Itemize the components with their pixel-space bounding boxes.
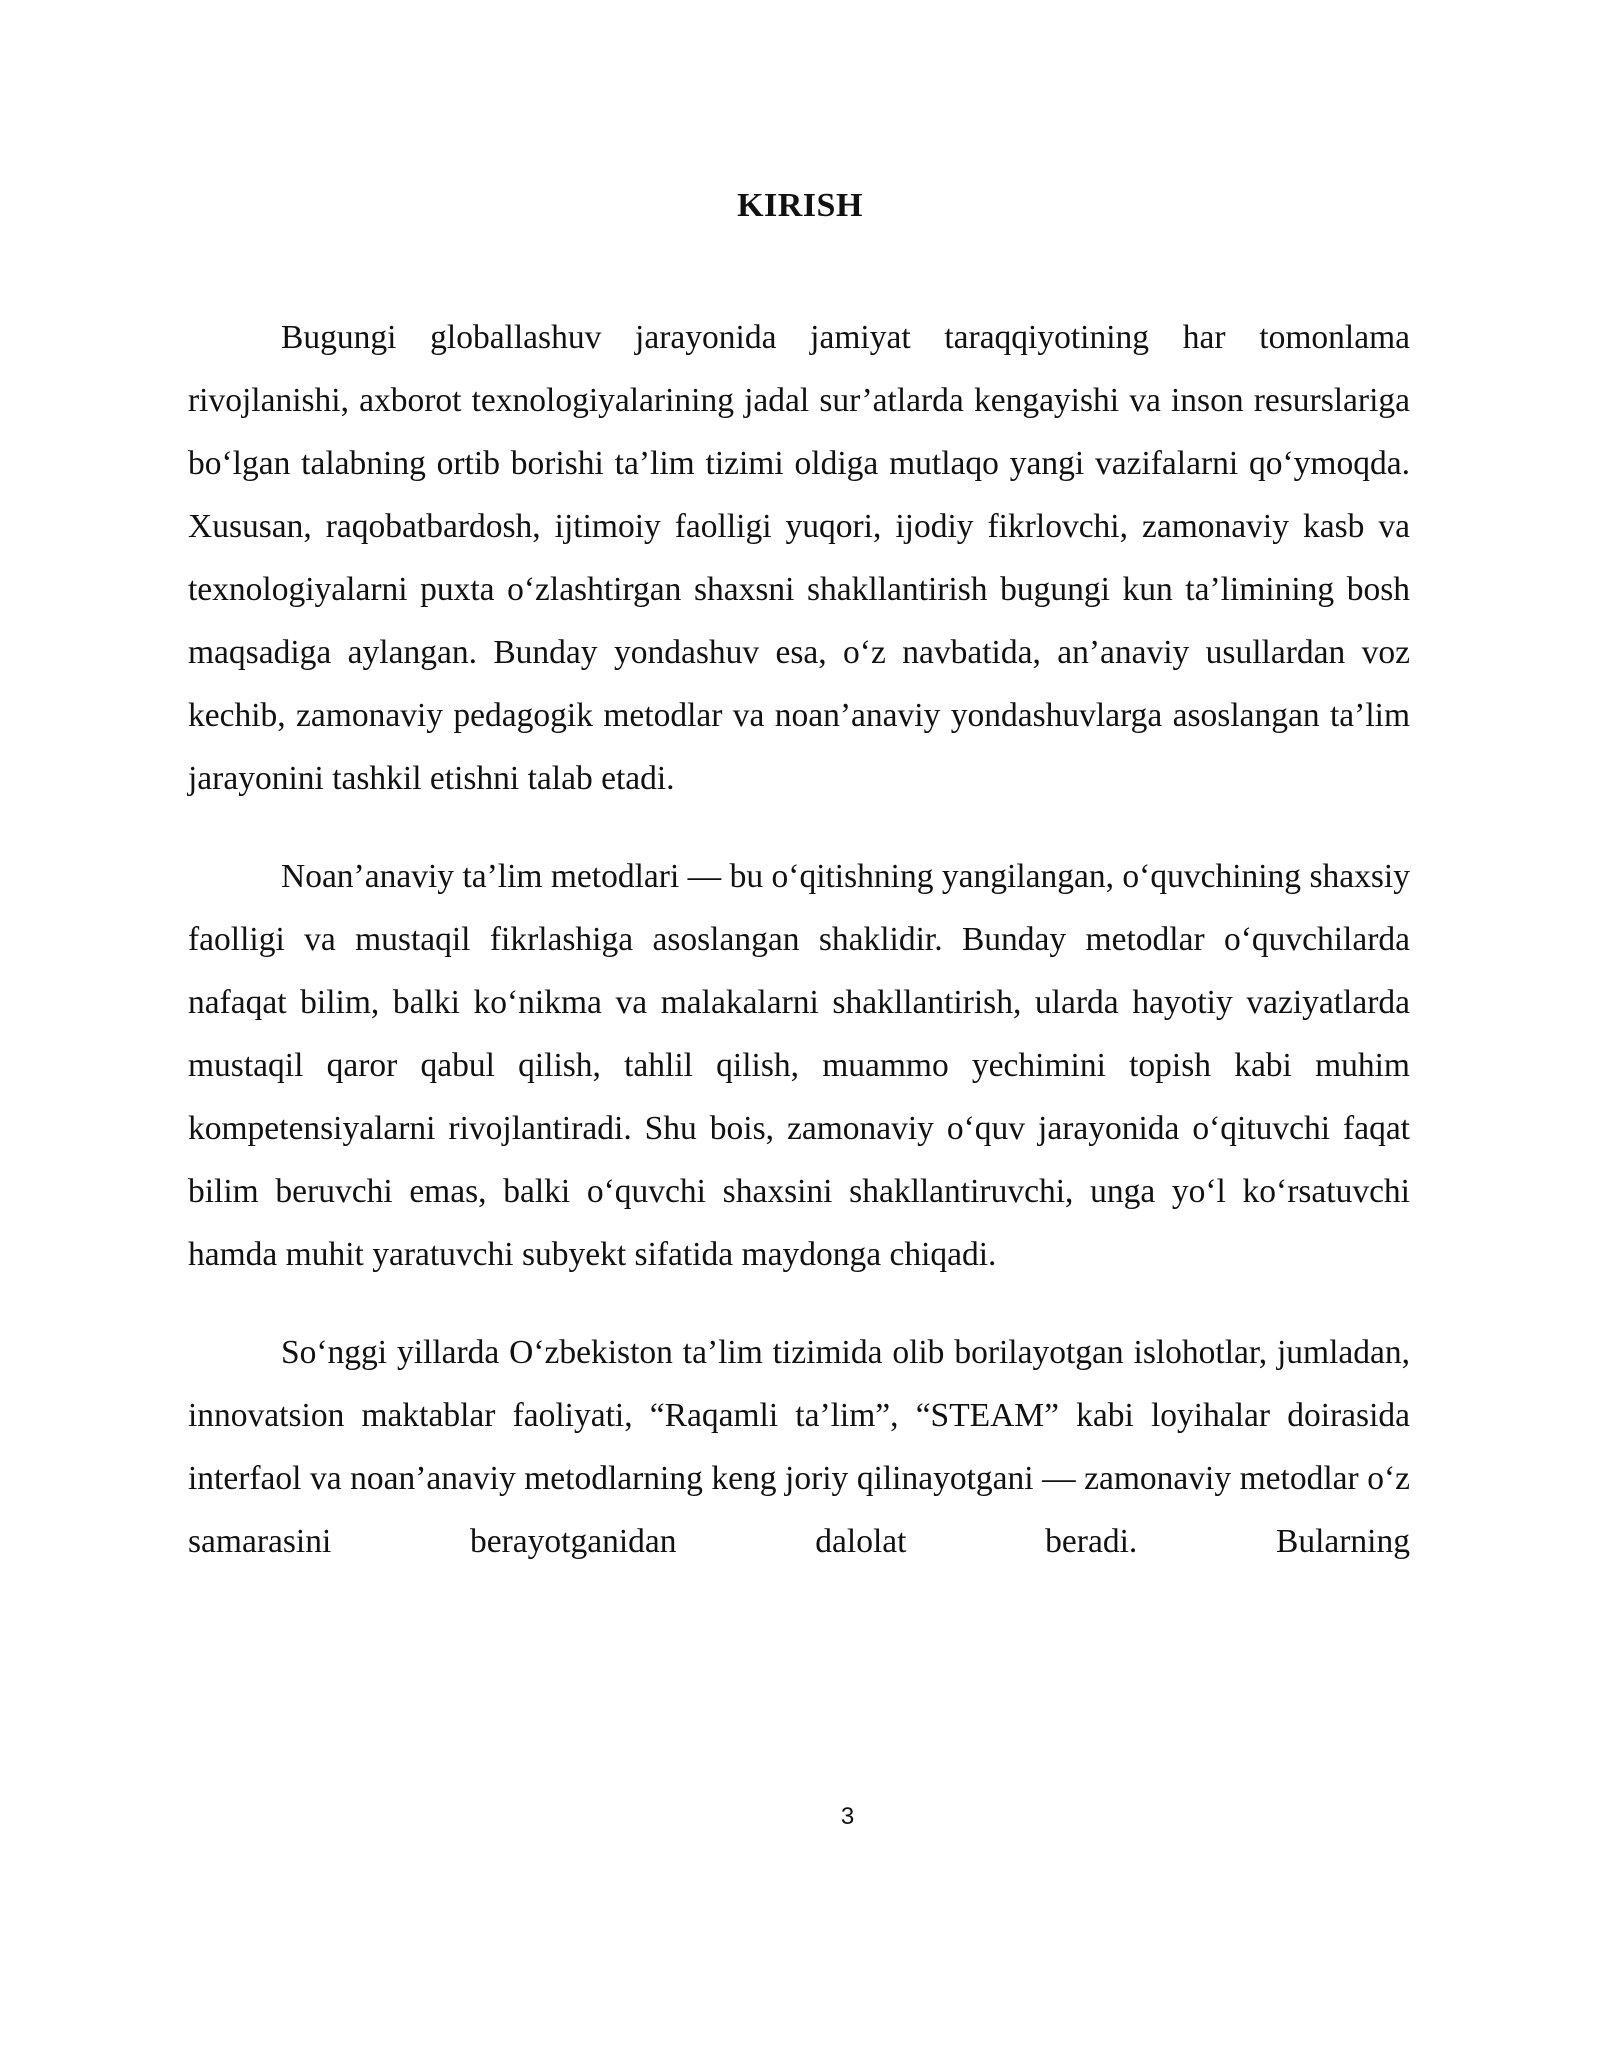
document-body: [188, 306, 1410, 1573]
paragraph-3: So‘nggi yillarda O‘zbekiston ta’lim tizimida olib borilayotgan islohotlar, jumladan, innovatsion maktablar faoliyati, “Raqamli ta’lim”, “STEAM” kabi loyihalar doirasida interfaol va noan’anaviy metodlarning keng joriy qilinayotgani — zamonaviy metodlar o‘z samarasini berayotganidan dalolat beradi. Bularning: [188, 1334, 1410, 1560]
paragraph-2: Noan’anaviy ta’lim metodlari — bu o‘qitishning yangilangan, o‘quvchining shaxsiy faolligi va mustaqil fikrlashiga asoslangan shaklidir. Bunday metodlar o‘quvchilarda nafaqat bilim, balki ko‘nikma va malakalarni shakllantirish, ularda hayotiy vaziyatlarda mustaqil qaror qabul qilish, tahlil qilish, muammo yechimini topish kabi muhim kompetensiyalarni rivojlantiradi. Shu bois, zamonaviy o‘quv jarayonida o‘qituvchi faqat bilim beruvchi emas, balki o‘quvchi shaxsini shakllantiruvchi, unga yo‘l ko‘rsatuvchi hamda muhit yaratuvchi subyekt sifatida maydonga chiqadi.: [188, 858, 1410, 1273]
page-title: KIRISH: [737, 187, 863, 224]
page-number: 3: [840, 1803, 855, 1830]
paragraph-1: Bugungi globallashuv jarayonida jamiyat taraqqiyotining har tomonlama rivojlanishi, axborot texnologiyalarining jadal sur’atlarda kengayishi va inson resurslariga bo‘lgan talabning ortib borishi ta’lim tizimi oldiga mutlaqo yangi vazifalarni qo‘ymoqda. Xususan, raqobatbardosh, ijtimoiy faolligi yuqori, ijodiy fikrlovchi, zamonaviy kasb va texnologiyalarni puxta o‘zlashtirgan shaxsni shakllantirish bugungi kun ta’limining bosh maqsadiga aylangan. Bunday yondashuv esa, o‘z navbatida, an’anaviy usullardan voz kechib, zamonaviy pedagogik metodlar va noan’anaviy yondashuvlarga asoslangan ta’lim jarayonini tashkil etishni talab etadi.: [188, 319, 1410, 797]
